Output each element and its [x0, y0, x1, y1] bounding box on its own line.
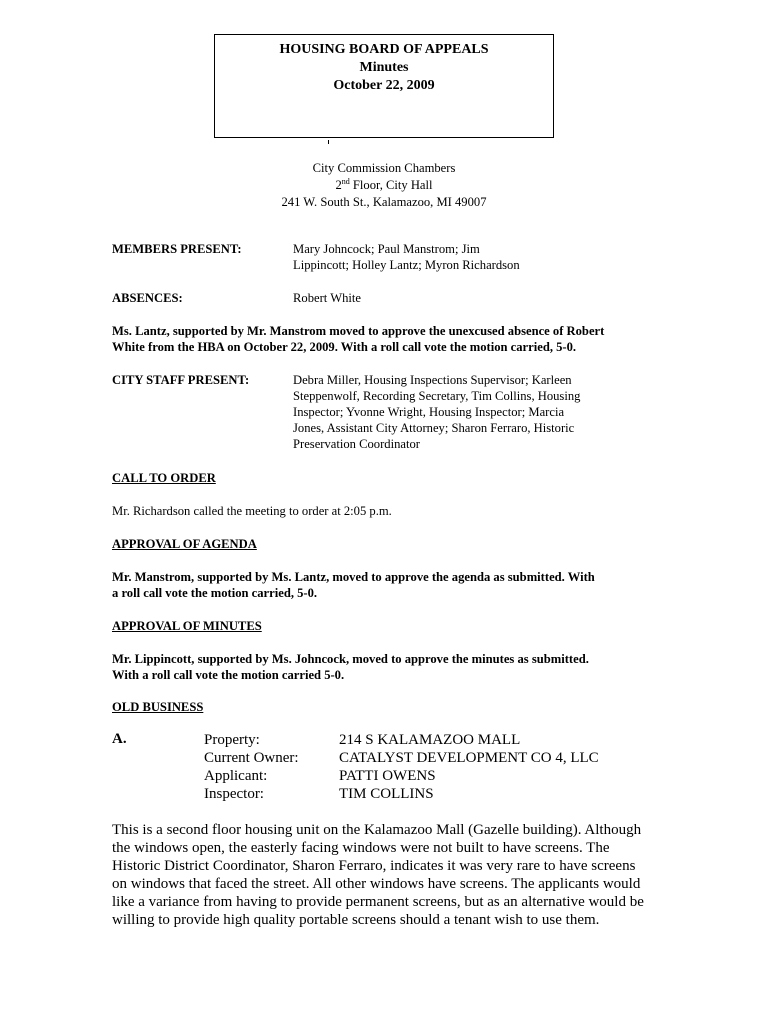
- inspector-value: TIM COLLINS: [339, 786, 434, 802]
- property-field-values: [339, 731, 599, 803]
- inspector-label: Inspector:: [204, 786, 264, 802]
- city-staff-list: Debra Miller, Housing Inspections Supervisor; Karleen Steppenwolf, Recording Secretary, Tim Collins, Housing Inspector; Yvonne Wright, Housing Inspector; Marcia Jones, Assistant City Attorney; Sharon Ferraro, Historic Preservation Coordinator: [293, 373, 581, 451]
- city-staff-label: CITY STAFF PRESENT:: [112, 373, 250, 387]
- location-line-2: 2nd Floor, City Hall: [335, 176, 433, 192]
- property-label: Property:: [204, 732, 260, 748]
- members-present-label: MEMBERS PRESENT:: [112, 242, 242, 256]
- approval-agenda-heading: APPROVAL OF AGENDA: [112, 537, 257, 551]
- applicant-label: Applicant:: [204, 768, 268, 784]
- property-value: 214 S KALAMAZOO MALL: [339, 732, 521, 748]
- item-letter: A.: [112, 731, 127, 747]
- location-line-3: 241 W. South St., Kalamazoo, MI 49007: [281, 195, 487, 209]
- document-subtitle: Minutes: [359, 60, 409, 75]
- applicant-value: PATTI OWENS: [339, 768, 436, 784]
- document-title: HOUSING BOARD OF APPEALS: [279, 42, 489, 57]
- approval-minutes-heading: APPROVAL OF MINUTES: [112, 619, 262, 633]
- absences-value: Robert White: [293, 291, 361, 305]
- current-owner-value: CATALYST DEVELOPMENT CO 4, LLC: [339, 750, 599, 766]
- approval-agenda-motion: Mr. Manstrom, supported by Ms. Lantz, moved to approve the agenda as submitted. With a roll call vote the motion carried, 5-0.: [112, 570, 595, 600]
- header-box-mark: [328, 140, 329, 144]
- header-box: [214, 34, 554, 138]
- location-line-1: City Commission Chambers: [312, 161, 456, 175]
- call-to-order-heading: CALL TO ORDER: [112, 471, 216, 485]
- old-business-heading: OLD BUSINESS: [112, 700, 204, 714]
- call-to-order-text: Mr. Richardson called the meeting to order at 2:05 p.m.: [112, 504, 392, 518]
- meeting-location: [214, 160, 554, 211]
- absences-label: ABSENCES:: [112, 291, 183, 305]
- old-business-description: This is a second floor housing unit on the Kalamazoo Mall (Gazelle building). Although the windows open, the easterly facing windows were not built to have screens. The Historic District Coordinator, Sharon Ferraro, indicates it was very rare to have screens on windows that faced the street. All other windows have screens. The applicants would like a variance from having to provide permanent screens, but as an alternative would be willing to provide high quality portable screens should a tenant wish to use them.: [112, 822, 644, 928]
- property-field-labels: [204, 731, 299, 803]
- current-owner-label: Current Owner:: [204, 750, 299, 766]
- members-present-list: Mary Johncock; Paul Manstrom; Jim Lippincott; Holley Lantz; Myron Richardson: [293, 242, 520, 272]
- absence-motion: Ms. Lantz, supported by Mr. Manstrom moved to approve the unexcused absence of Robert White from the HBA on October 22, 2009. With a roll call vote the motion carried, 5-0.: [112, 324, 605, 354]
- approval-minutes-motion: Mr. Lippincott, supported by Ms. Johncock, moved to approve the minutes as submitted. With a roll call vote the motion carried 5-0.: [112, 652, 589, 682]
- meeting-date: October 22, 2009: [333, 78, 435, 93]
